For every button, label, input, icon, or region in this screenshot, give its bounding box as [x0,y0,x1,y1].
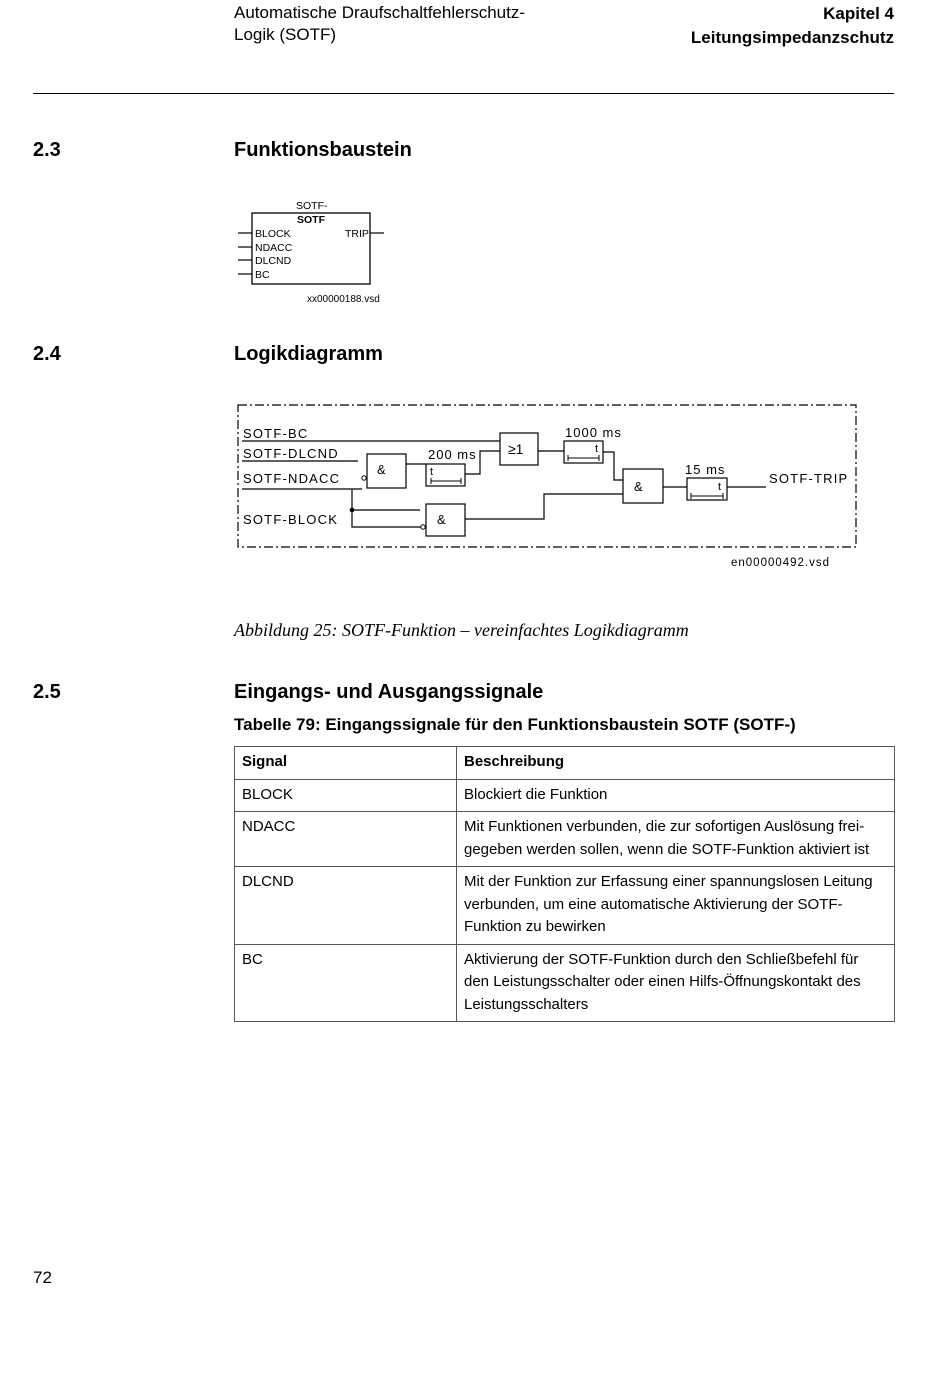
table-row [235,944,895,1022]
section-title-2-5: Eingangs- und Ausgangssignale [234,681,544,703]
and-gate-final [623,469,663,503]
page-number: 72 [33,1268,52,1287]
output-sotf-trip: SOTF-TRIP [769,471,849,486]
input-sotf-block: SOTF-BLOCK [243,512,339,527]
section-title-2-4: Logikdiagramm [234,343,383,365]
diagram-file-name: en00000492.vsd [731,557,831,569]
input-sotf-bc: SOTF-BC [243,426,309,441]
signals-table [234,746,895,1022]
description-line: Aktivierung der SOTF-Funktion durch den Schließbefehl für [464,950,859,968]
header-description: Beschreibung [457,747,895,780]
input-sotf-dlcnd: SOTF-DLCND [243,446,339,461]
chapter-label: Kapitel 4 [823,4,894,23]
block-input-bc: BC [255,269,270,281]
section-title-2-3: Funktionsbaustein [234,139,412,161]
block-file-name: xx00000188.vsd [307,294,380,305]
section-number-2-4: 2.4 [33,343,61,365]
description-line: Blockiert die Funktion [464,785,608,803]
description-line: Leistungsschalters [464,995,589,1013]
header-divider [33,93,894,94]
table-row [235,812,895,867]
section-number-2-5: 2.5 [33,681,61,703]
block-input-ndacc: NDACC [255,242,293,254]
description-line: den Leistungsschalter oder einen Hilfs-Öffnungskontakt des [464,973,861,990]
chapter-title: Leitungsimpedanzschutz [690,28,894,47]
header-right [691,2,894,50]
timer-200-t: t [430,466,434,478]
table-row [235,779,895,812]
or-gate-symbol: ≥1 [508,441,524,457]
block-output-trip: TRIP [345,228,369,240]
timer-15-t: t [718,481,722,493]
table-title: Tabelle 79: Eingangssignale für den Funktionsbaustein SOTF (SOTF-) [234,715,796,734]
function-block-diagram [230,196,400,308]
header-left-line1: Automatische Draufschaltfehlerschutz- [234,3,526,22]
table-row [235,867,895,945]
description-line: gegeben werden sollen, wenn die SOTF-Funktion aktiviert ist [464,840,870,858]
signal-cell: BC [235,944,457,1022]
timer-200-label: 200 ms [428,447,477,462]
description-cell [457,867,895,945]
header-signal: Signal [235,747,457,780]
description-cell [457,779,895,812]
block-input-dlcnd: DLCND [255,255,292,267]
signal-cell: BLOCK [235,779,457,812]
junction-dot [350,508,355,513]
description-cell [457,944,895,1022]
block-name: SOTF [297,214,325,226]
inversion-circle-and2 [421,525,425,529]
description-line: Mit der Funktion zur Erfassung einer spannungslosen Leitung [464,873,873,890]
and-gate-final-symbol: & [634,479,643,494]
description-line: Mit Funktionen verbunden, die zur sofortigen Auslösung frei- [464,818,865,835]
figure-caption: Abbildung 25: SOTF-Funktion – vereinfachtes Logikdiagramm [234,620,689,640]
header-left [234,2,525,46]
inversion-circle-ndacc [362,476,366,480]
and-gate-1-symbol: & [377,462,386,477]
input-sotf-ndacc: SOTF-NDACC [243,471,341,486]
and-gate-block-symbol: & [437,512,446,527]
block-prefix: SOTF- [296,200,328,212]
and-gate-1 [367,454,406,488]
description-line: Funktion zu bewirken [464,918,606,935]
timer-1000-label: 1000 ms [565,425,622,440]
description-line: verbunden, um eine automatische Aktivierung der SOTF- [464,895,843,913]
section-number-2-3: 2.3 [33,139,61,161]
timer-15-label: 15 ms [685,462,726,477]
header-left-line2: Logik (SOTF) [234,25,337,44]
block-input-block: BLOCK [255,228,291,240]
table-header-row [235,747,895,780]
description-cell [457,812,895,867]
signal-cell: DLCND [235,867,457,945]
logic-diagram [230,398,870,576]
signal-cell: NDACC [235,812,457,867]
timer-1000-t: t [595,443,599,455]
